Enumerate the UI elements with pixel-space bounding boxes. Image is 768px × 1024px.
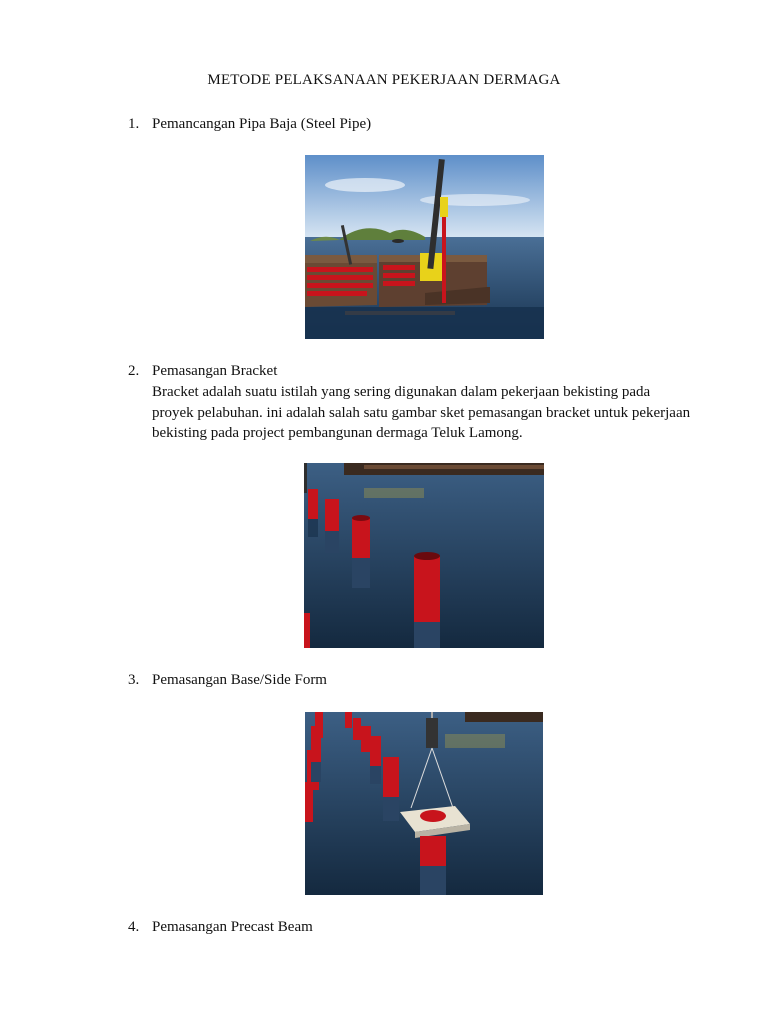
item-1-heading: Pemancangan Pipa Baja (Steel Pipe) [152, 116, 372, 132]
figure-steel-pipe-driving [305, 155, 544, 339]
paragraph-line: bekisting pada project pembangunan dermaga Teluk Lamong. [152, 425, 523, 441]
figure-base-side-form [305, 712, 543, 895]
paragraph-line: Bracket adalah suatu istilah yang sering digunakan dalam pekerjaan bekisting pada [152, 384, 651, 400]
item-4-heading: Pemasangan Precast Beam [152, 919, 313, 935]
item-3-heading: Pemasangan Base/Side Form [152, 672, 327, 688]
item-2-heading: Pemasangan Bracket [152, 363, 278, 379]
document-title: METODE PELAKSANAAN PEKERJAAN DERMAGA [207, 72, 561, 88]
figure-bracket-installation [304, 463, 544, 648]
item-1-number: 1. [128, 116, 140, 132]
item-3-number: 3. [128, 672, 140, 688]
paragraph-line: proyek pelabuhan. ini adalah salah satu gambar sket pemasangan bracket untuk pekerjaan [152, 404, 691, 421]
item-2-paragraph [152, 382, 712, 444]
item-2-number: 2. [128, 363, 140, 379]
item-4-number: 4. [128, 919, 140, 935]
